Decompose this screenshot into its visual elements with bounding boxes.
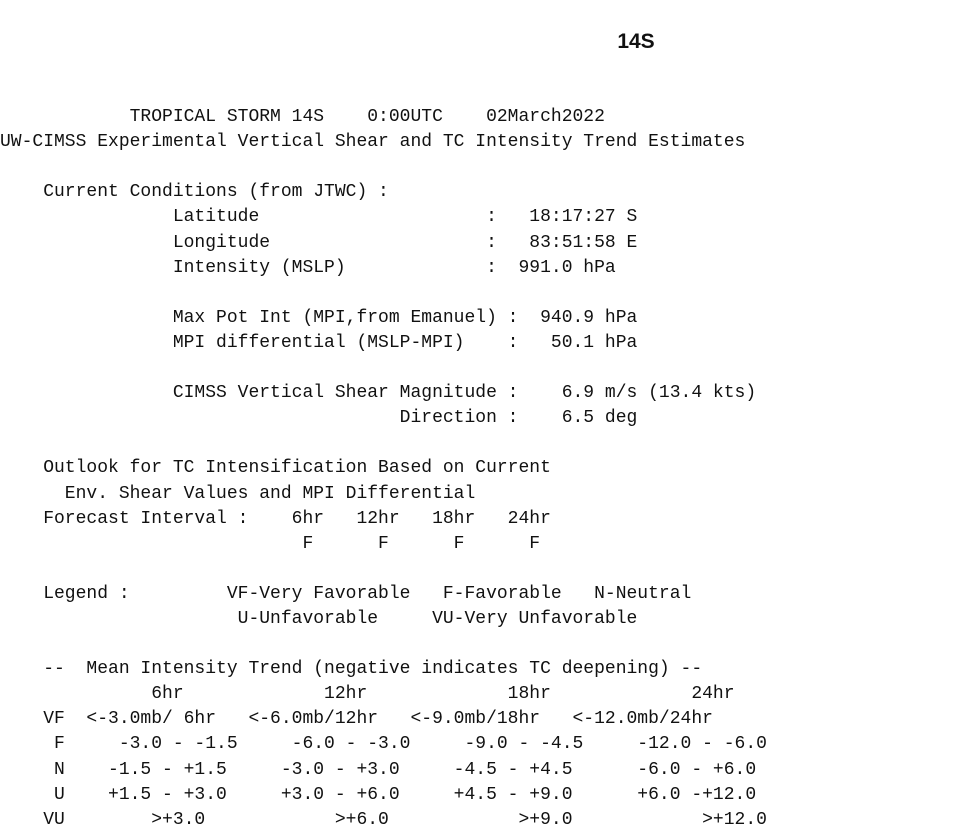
storm-id-heading: 14S xyxy=(617,30,655,53)
report-line: -- Mean Intensity Trend (negative indicates TC deepening) -- xyxy=(0,659,703,680)
report-line: TROPICAL STORM 14S 0:00UTC 02March2022 xyxy=(0,107,605,128)
report-line: 6hr 12hr 18hr 24hr xyxy=(0,684,735,705)
report-line: UW-CIMSS Experimental Vertical Shear and TC Intensity Trend Estimates xyxy=(0,132,746,153)
report-line: Longitude : 83:51:58 E xyxy=(0,232,638,253)
report-line: Intensity (MSLP) : 991.0 hPa xyxy=(0,257,616,278)
report-line: Direction : 6.5 deg xyxy=(0,408,638,429)
report-line: CIMSS Vertical Shear Magnitude : 6.9 m/s (13.4 kts) xyxy=(0,383,757,404)
report-line: N -1.5 - +1.5 -3.0 - +3.0 -4.5 - +4.5 -6.0 - +6.0 xyxy=(0,759,757,780)
report-line: VU >+3.0 >+6.0 >+9.0 >+12.0 xyxy=(0,809,767,830)
report-line: F F F F xyxy=(0,533,541,554)
report-line: Env. Shear Values and MPI Differential xyxy=(0,483,476,504)
report-line: Max Pot Int (MPI,from Emanuel) : 940.9 hPa xyxy=(0,307,638,328)
report-line: Outlook for TC Intensification Based on Current xyxy=(0,458,551,479)
report-line: U +1.5 - +3.0 +3.0 - +6.0 +4.5 - +9.0 +6.0 -+12.0 xyxy=(0,784,757,805)
report-line: MPI differential (MSLP-MPI) : 50.1 hPa xyxy=(0,332,638,353)
report-line: F -3.0 - -1.5 -6.0 - -3.0 -9.0 - -4.5 -12.0 - -6.0 xyxy=(0,734,767,755)
report-line: Latitude : 18:17:27 S xyxy=(0,207,638,228)
report-line: U-Unfavorable VU-Very Unfavorable xyxy=(0,608,638,629)
report-line: Forecast Interval : 6hr 12hr 18hr 24hr xyxy=(0,508,551,529)
report-line: Legend : VF-Very Favorable F-Favorable N-Neutral xyxy=(0,583,692,604)
shear-report xyxy=(0,80,767,833)
report-line: VF <-3.0mb/ 6hr <-6.0mb/12hr <-9.0mb/18hr <-12.0mb/24hr xyxy=(0,709,713,730)
report-line: Current Conditions (from JTWC) : xyxy=(0,182,389,203)
